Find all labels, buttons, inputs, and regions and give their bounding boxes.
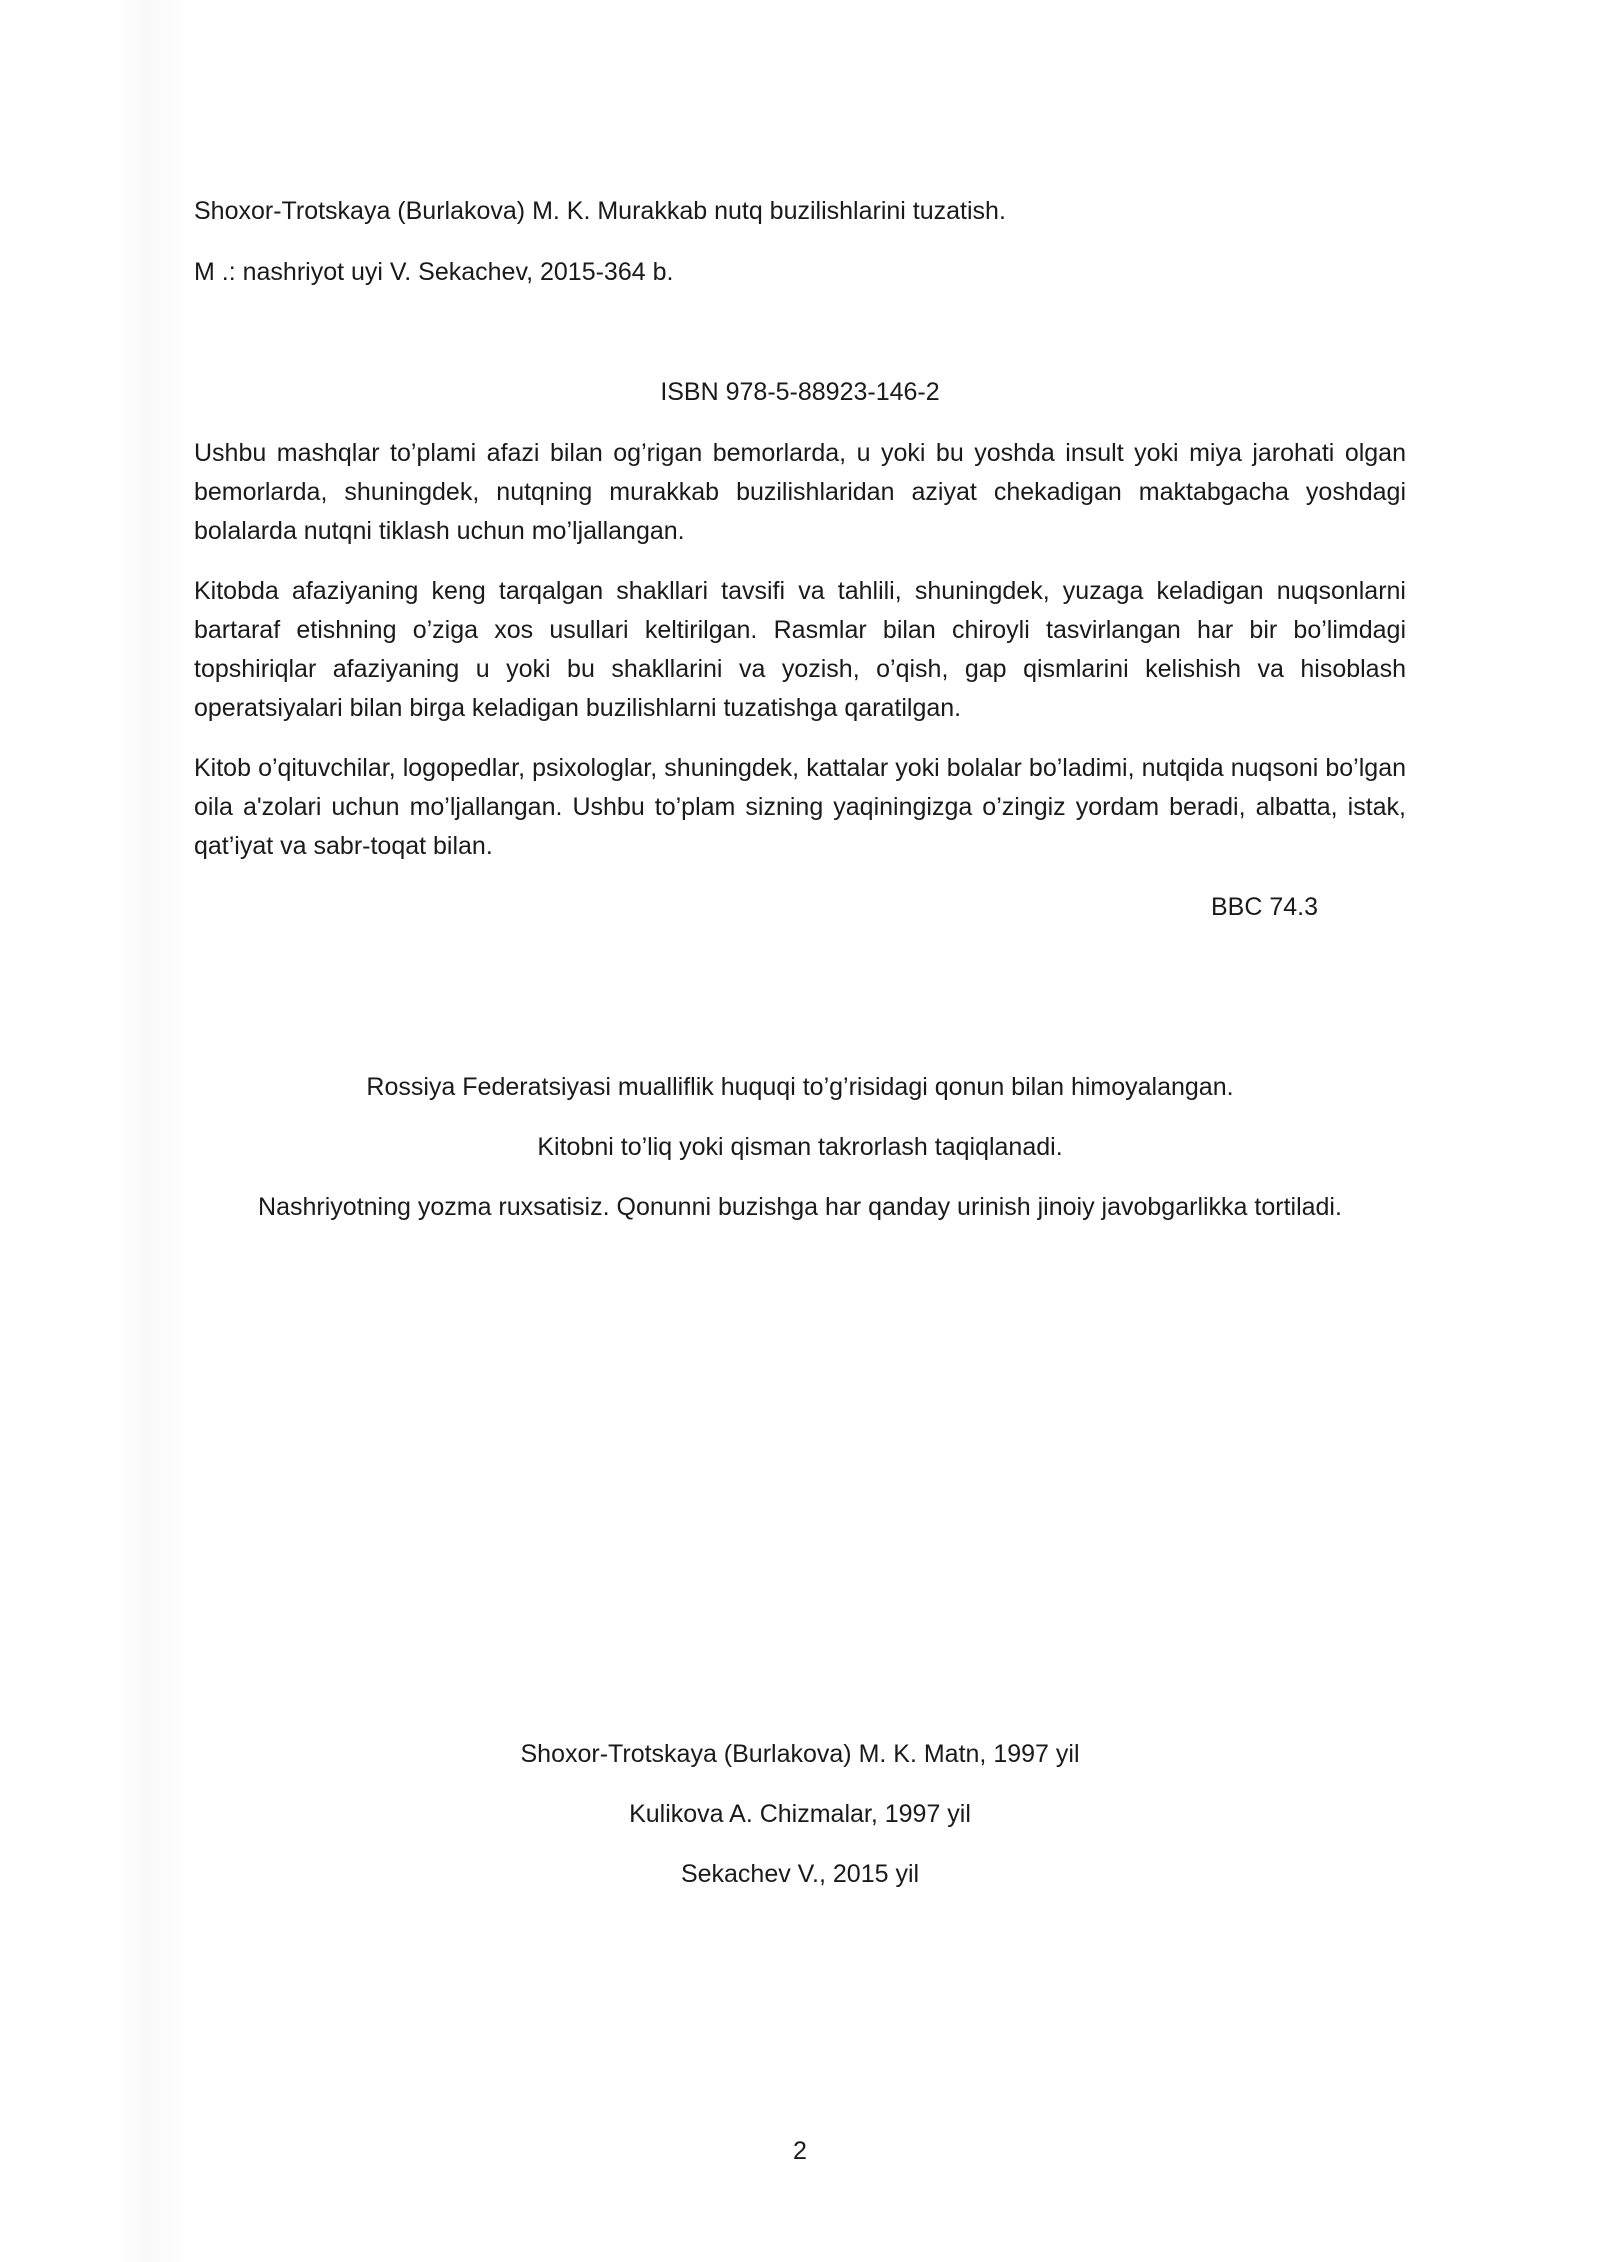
copyright-holder-3: Sekachev V., 2015 yil (680, 1860, 920, 1888)
page-number: 2 (793, 2137, 807, 2165)
annotation-paragraph-3: Kitob o’qituvchilar, logopedlar, psixologlar, shuningdek, kattalar yoki bolalar bo’ladimi, nutqida nuqsoni bo’lgan oila a'zolari uchun mo’ljallangan. Ushbu to’plam sizning yaqiningizga o’zingiz yordam beradi, albatta, istak, qat’iyat va sabr-toqat bilan. (194, 754, 1406, 860)
annotation-paragraph-1: Ushbu mashqlar to’plami afazi bilan og’rigan bemorlarda, u yoki bu yoshda insult yoki miya jarohati olgan bemorlarda, shuningdek, nutqning murakkab buzilishlaridan aziyat chekadigan maktabgacha yoshdagi bolalarda nutqni tiklash uchun mo’ljallangan. (194, 439, 1406, 545)
rights-line-3: Nashriyotning yozma ruxsatisiz. Qonunni buzishga har qanday urinish jinoiy javobgarlikka tortiladi. (258, 1193, 1342, 1221)
bbc-code: BBC 74.3 (1210, 893, 1318, 921)
citation-publisher-line: M .: nashriyot uyi V. Sekachev, 2015-364 b. (194, 258, 674, 286)
annotation-block (194, 434, 1406, 866)
bibliographic-citation (194, 192, 1406, 292)
citation-title-line: Shoxor-Trotskaya (Burlakova) M. K. Murakkab nutq buzilishlarini tuzatish. (194, 197, 1006, 225)
copyright-holders (194, 1735, 1406, 1894)
rights-line-2: Kitobni to’liq yoki qisman takrorlash taqiqlanadi. (537, 1133, 1063, 1161)
isbn-line: ISBN 978-5-88923-146-2 (660, 378, 940, 406)
rights-line-1: Rossiya Federatsiyasi mualliflik huquqi to’g’risidagi qonun bilan himoyalangan. (366, 1073, 1234, 1101)
copyright-notice (194, 1068, 1406, 1227)
copyright-holder-2: Kulikova A. Chizmalar, 1997 yil (629, 1800, 971, 1828)
page-shade (110, 0, 190, 2262)
copyright-holder-1: Shoxor-Trotskaya (Burlakova) M. K. Matn, 1997 yil (520, 1740, 1080, 1768)
annotation-paragraph-2: Kitobda afaziyaning keng tarqalgan shakllari tavsifi va tahlili, shuningdek, yuzaga keladigan nuqsonlarni bartaraf etishning o’ziga xos usullari keltirilgan. Rasmlar bilan chiroyli tasvirlangan har bir bo’limdagi topshiriqlar afaziyaning u yoki bu shakllarini va yozish, o’qish, gap qismlarini kelishish va hisoblash operatsiyalari bilan birga keladigan buzilishlarni tuzatishga qaratilgan. (194, 577, 1406, 722)
